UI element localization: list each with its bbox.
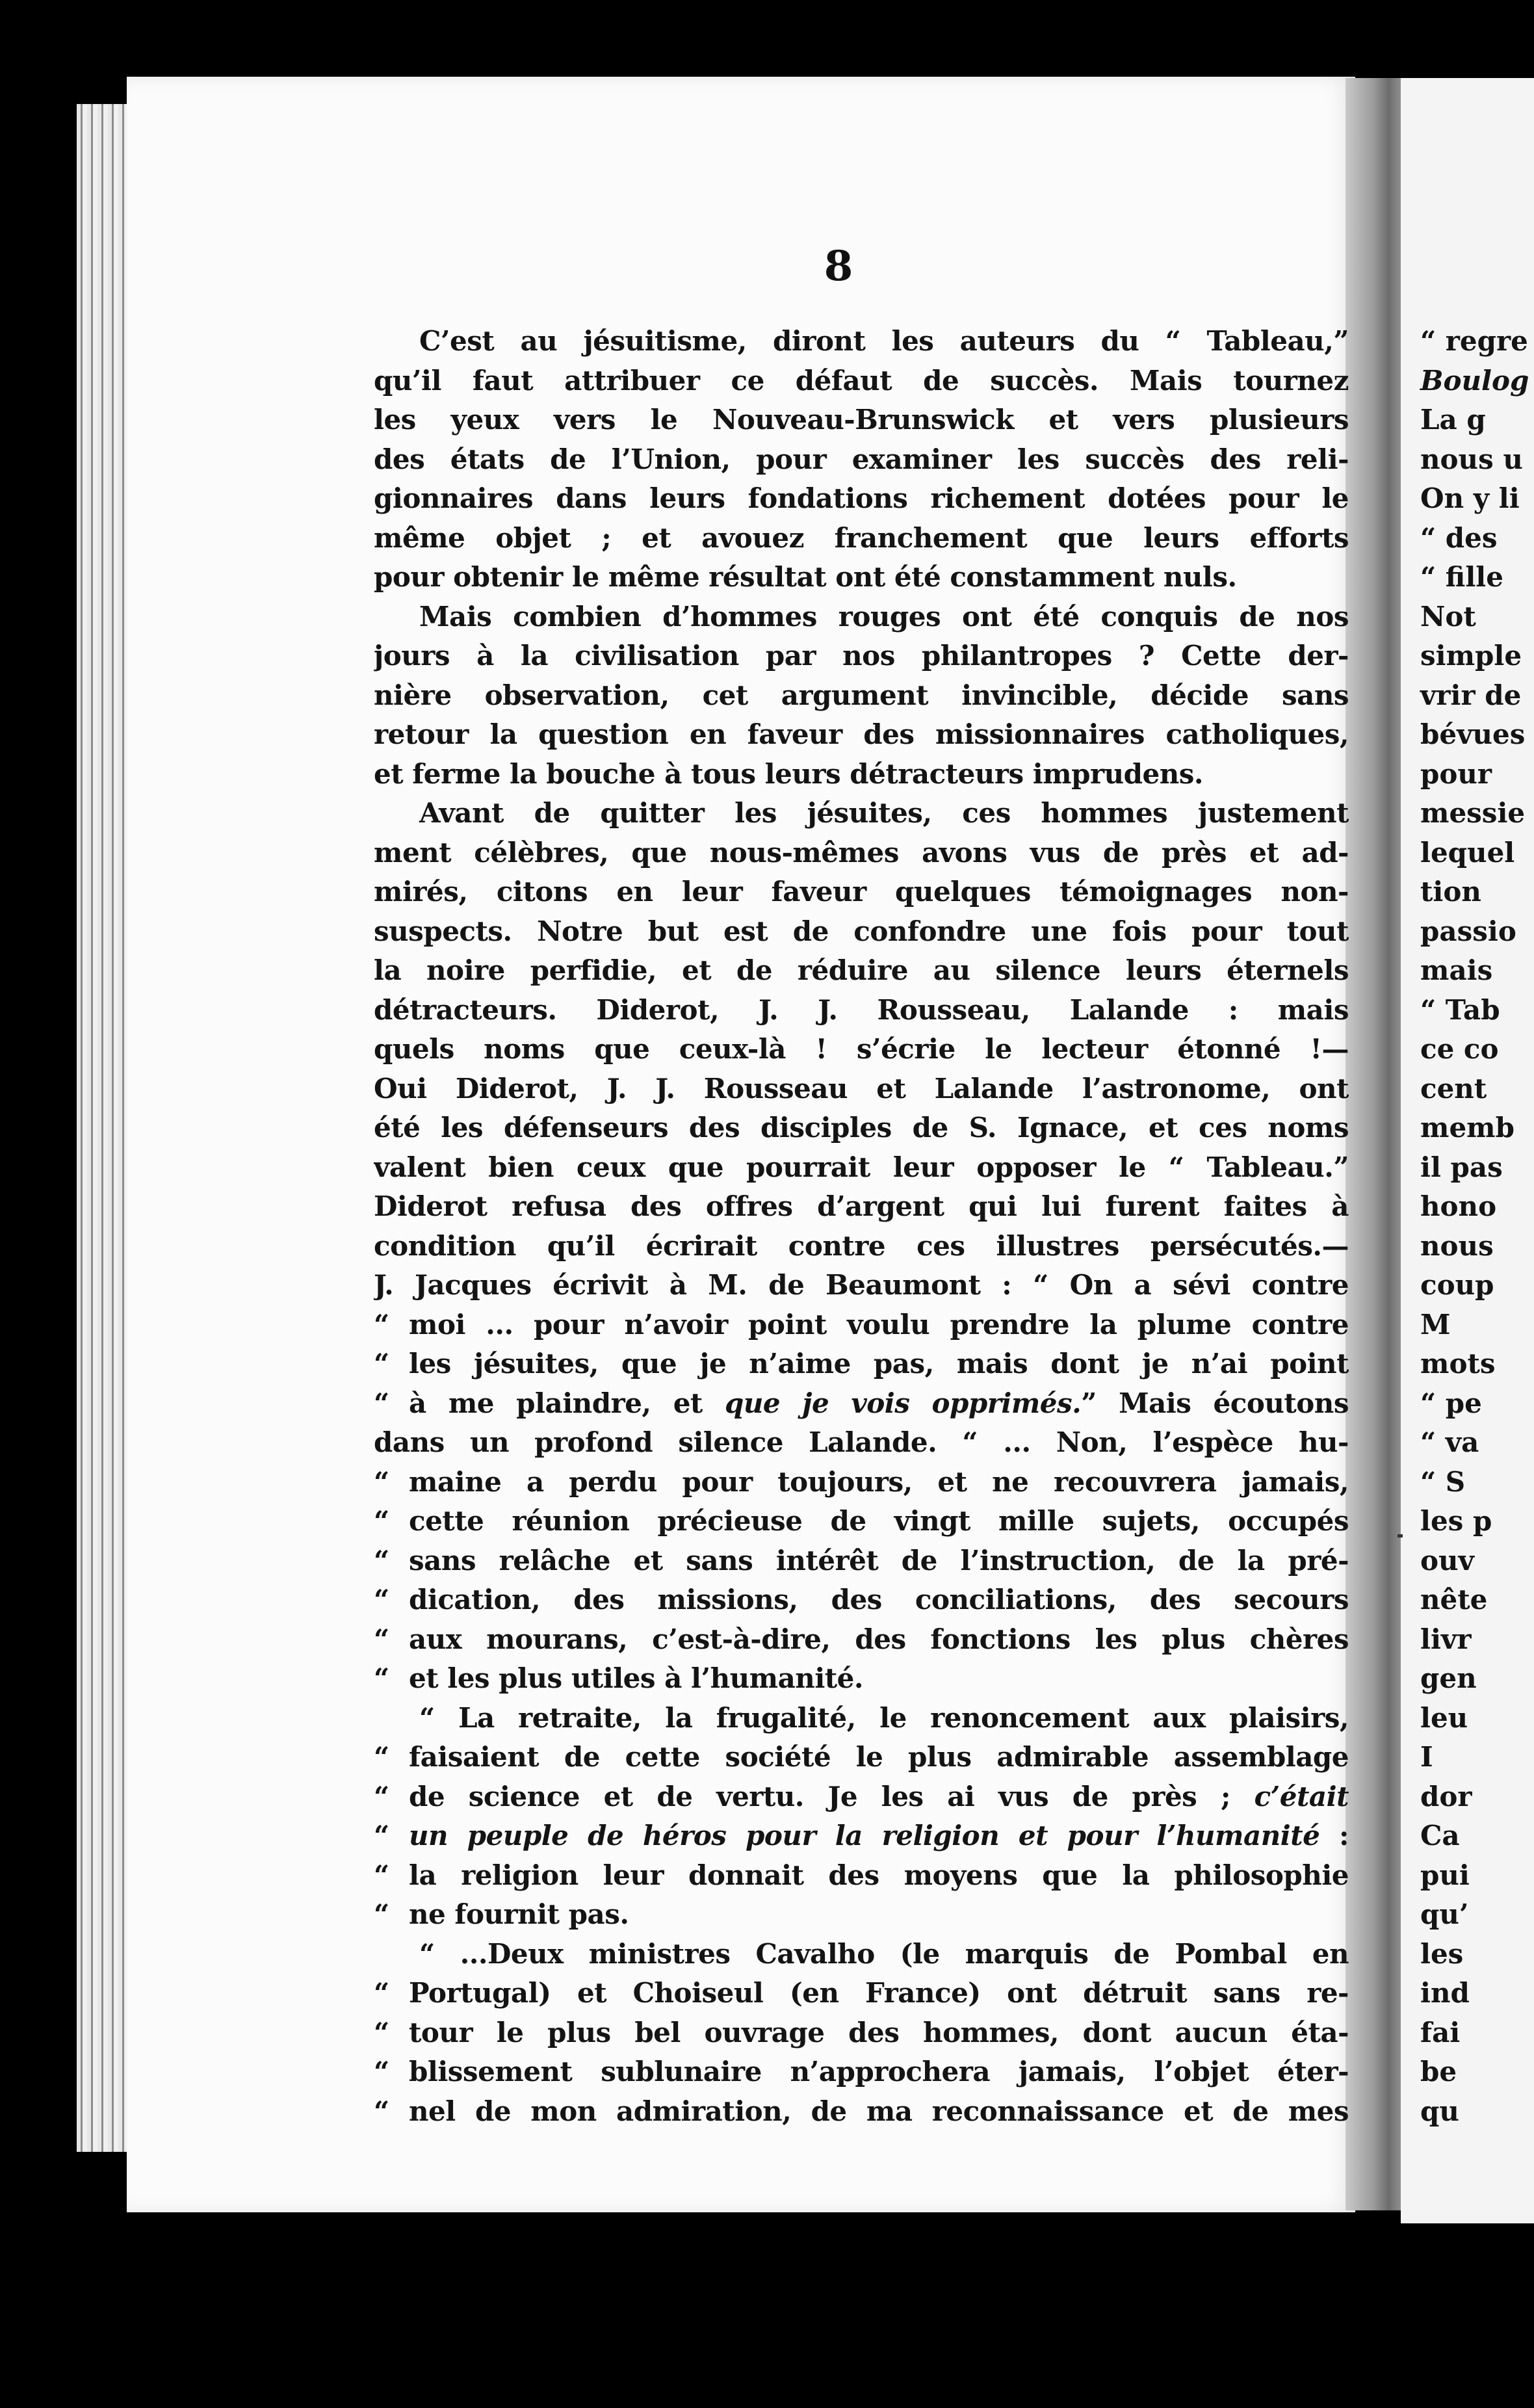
line-text: nel de mon admiration, de ma reconnaissance et de mes bbox=[409, 2095, 1349, 2127]
facing-line: “ S bbox=[1420, 1465, 1466, 1498]
facing-line: I bbox=[1420, 1741, 1433, 1773]
facing-line: “ va bbox=[1420, 1426, 1479, 1458]
text-line bbox=[374, 1502, 1349, 1541]
line-text: gionnaires dans leurs fondations richement dotées pour le bbox=[374, 482, 1349, 514]
quote-mark: “ bbox=[374, 1387, 389, 1419]
line-text: de science et de vertu. Je les ai vus de près ; bbox=[409, 1780, 1254, 1813]
line-text-tail: : bbox=[1320, 1820, 1349, 1852]
line-text: ment célèbres, que nous-mêmes avons vus de près et ad- bbox=[374, 836, 1349, 869]
line-text: à me plaindre, et bbox=[409, 1387, 725, 1419]
line-text: suspects. Notre but est de confondre une fois pour tout bbox=[374, 915, 1349, 947]
quote-mark: “ bbox=[374, 1348, 389, 1380]
facing-line: bévues bbox=[1420, 718, 1526, 750]
quote-mark: “ bbox=[374, 1584, 389, 1616]
line-text: aux mourans, c’est-à-dire, des fonctions les plus chères bbox=[409, 1623, 1349, 1655]
facing-line: leu bbox=[1420, 1701, 1468, 1734]
facing-line: be bbox=[1420, 2056, 1457, 2087]
quote-mark: “ bbox=[374, 1820, 389, 1852]
line-text-tail: ” Mais écoutons bbox=[1081, 1387, 1349, 1419]
facing-line: Boulog bbox=[1420, 364, 1529, 397]
text-line bbox=[374, 322, 1349, 361]
text-line bbox=[374, 519, 1349, 558]
text-line bbox=[374, 833, 1349, 873]
facing-line: mais bbox=[1420, 954, 1493, 986]
quote-mark: “ bbox=[374, 1662, 389, 1694]
line-text: faisaient de cette société le plus admirable assemblage bbox=[409, 1741, 1349, 1773]
line-text: Portugal) et Choiseul (en France) ont détruit sans re- bbox=[409, 1977, 1349, 2009]
facing-line: cent bbox=[1420, 1072, 1487, 1105]
text-line bbox=[374, 1935, 1349, 1974]
facing-line: messie bbox=[1420, 797, 1526, 829]
text-line bbox=[374, 1344, 1349, 1384]
facing-line: “ regre bbox=[1420, 325, 1528, 357]
facing-line: ind bbox=[1420, 1977, 1470, 2009]
line-text: retour la question en faveur des missionnaires catholiques, bbox=[374, 718, 1349, 750]
facing-line: simple bbox=[1420, 640, 1522, 672]
facing-line: gen bbox=[1420, 1662, 1477, 1694]
quote-mark: “ bbox=[374, 2056, 389, 2087]
text-line bbox=[374, 1541, 1349, 1581]
facing-line: M bbox=[1420, 1308, 1451, 1341]
text-line bbox=[374, 1580, 1349, 1620]
line-text: quels noms que ceux-là ! s’écrie le lecteur étonné !— bbox=[374, 1033, 1349, 1065]
facing-line: livr bbox=[1420, 1623, 1472, 1655]
text-line bbox=[374, 636, 1349, 676]
line-text: tour le plus bel ouvrage des hommes, dont aucun éta- bbox=[409, 2016, 1349, 2048]
text-line bbox=[374, 1699, 1349, 1738]
line-text: pour obtenir le même résultat ont été constamment nuls. bbox=[374, 561, 1237, 593]
line-text: maine a perdu pour toujours, et ne recouvrera jamais, bbox=[409, 1465, 1349, 1498]
text-line bbox=[374, 1384, 1349, 1424]
text-line bbox=[374, 1266, 1349, 1305]
page-body-text bbox=[374, 322, 1349, 2131]
line-text: les yeux vers le Nouveau-Brunswick et vers plusieurs bbox=[374, 404, 1349, 436]
facing-line: dor bbox=[1420, 1780, 1472, 1813]
text-line bbox=[374, 1227, 1349, 1266]
text-line bbox=[374, 597, 1349, 637]
page-number: 8 bbox=[824, 242, 853, 291]
quote-mark: “ bbox=[374, 1623, 389, 1655]
line-text: blissement sublunaire n’approchera jamais, l’objet éter- bbox=[409, 2056, 1349, 2087]
text-line bbox=[374, 951, 1349, 991]
line-text: ne fournit pas. bbox=[409, 1898, 629, 1930]
facing-line: les p bbox=[1420, 1505, 1492, 1537]
line-text: C’est au jésuitisme, diront les auteurs du “ Tableau,” bbox=[419, 325, 1349, 357]
line-text: été les défenseurs des disciples de S. Ignace, et ces noms bbox=[374, 1112, 1349, 1144]
text-line bbox=[374, 1974, 1349, 2013]
facing-line: il pas bbox=[1420, 1151, 1503, 1183]
line-text: et ferme la bouche à tous leurs détracteurs imprudens. bbox=[374, 757, 1204, 790]
line-text: dans un profond silence Lalande. “ ... Non, l’espèce hu- bbox=[374, 1426, 1349, 1458]
facing-line: “ fille bbox=[1420, 561, 1503, 593]
text-line bbox=[374, 1856, 1349, 1896]
facing-line: Not bbox=[1420, 600, 1476, 633]
line-text: Avant de quitter les jésuites, ces hommes justement bbox=[419, 797, 1349, 829]
text-line bbox=[374, 2092, 1349, 2132]
facing-line: “ Tab bbox=[1420, 993, 1500, 1026]
italic-text: que je vois opprimés. bbox=[724, 1387, 1082, 1419]
line-text: Diderot refusa des offres d’argent qui lui furent faites à bbox=[374, 1190, 1349, 1222]
text-line bbox=[374, 794, 1349, 833]
facing-line: passio bbox=[1420, 915, 1516, 947]
line-text: nière observation, cet argument invincible, décide sans bbox=[374, 679, 1349, 711]
line-text: les jésuites, que je n’aime pas, mais dont je n’ai point bbox=[409, 1348, 1349, 1380]
line-text: même objet ; et avouez franchement que leurs efforts bbox=[374, 521, 1349, 554]
text-line bbox=[374, 1777, 1349, 1817]
text-line bbox=[374, 1108, 1349, 1148]
quote-mark: “ bbox=[374, 2095, 389, 2127]
text-line bbox=[374, 479, 1349, 519]
line-text: J. Jacques écrivit à M. de Beaumont : “ On a sévi contre bbox=[374, 1269, 1349, 1301]
line-text: moi ... pour n’avoir point voulu prendre la plume contre bbox=[409, 1308, 1349, 1341]
line-text: des états de l’Union, pour examiner les succès des reli- bbox=[374, 443, 1349, 475]
facing-line: lequel bbox=[1420, 836, 1515, 869]
line-text: valent bien ceux que pourrait leur opposer le “ Tableau.” bbox=[374, 1151, 1349, 1183]
text-line bbox=[374, 912, 1349, 952]
facing-line: qu’ bbox=[1420, 1898, 1469, 1930]
quote-mark: “ bbox=[374, 1308, 389, 1341]
text-line bbox=[374, 400, 1349, 440]
facing-line: coup bbox=[1420, 1269, 1494, 1301]
text-line bbox=[374, 755, 1349, 794]
text-line bbox=[374, 1463, 1349, 1502]
facing-line: hono bbox=[1420, 1190, 1497, 1222]
text-line bbox=[374, 1030, 1349, 1069]
text-line bbox=[374, 440, 1349, 480]
line-text: sans relâche et sans intérêt de l’instruction, de la pré- bbox=[409, 1544, 1349, 1577]
text-line bbox=[374, 2013, 1349, 2053]
facing-line: “ pe bbox=[1420, 1387, 1482, 1419]
quote-mark: “ bbox=[374, 2016, 389, 2048]
facing-line: ouv bbox=[1420, 1544, 1474, 1577]
facing-line: fai bbox=[1420, 2016, 1461, 2048]
line-text: Oui Diderot, J. J. Rousseau et Lalande l’astronome, ont bbox=[374, 1072, 1349, 1105]
line-text: détracteurs. Diderot, J. J. Rousseau, Lalande : mais bbox=[374, 993, 1349, 1026]
text-line bbox=[374, 872, 1349, 912]
facing-line: vrir de bbox=[1420, 679, 1522, 711]
quote-mark: “ bbox=[374, 1741, 389, 1773]
facing-line: On y li bbox=[1420, 482, 1520, 514]
text-line bbox=[374, 2052, 1349, 2092]
facing-line: mots bbox=[1420, 1348, 1496, 1380]
facing-line: les bbox=[1420, 1937, 1464, 1970]
line-text: dication, des missions, des conciliations, des secours bbox=[409, 1584, 1349, 1616]
text-line bbox=[374, 1620, 1349, 1660]
text-line bbox=[374, 991, 1349, 1030]
text-line bbox=[374, 676, 1349, 716]
line-text: “ ...Deux ministres Cavalho (le marquis de Pombal en bbox=[419, 1937, 1349, 1970]
text-line bbox=[374, 1816, 1349, 1856]
text-line bbox=[374, 1187, 1349, 1227]
italic-text: un peuple de héros pour la religion et pour l’humanité bbox=[409, 1820, 1320, 1852]
line-text: qu’il faut attribuer ce défaut de succès. Mais tournez bbox=[374, 364, 1349, 397]
text-line bbox=[374, 361, 1349, 401]
quote-mark: “ bbox=[374, 1859, 389, 1891]
line-text: “ La retraite, la frugalité, le renoncement aux plaisirs, bbox=[419, 1701, 1349, 1734]
italic-text: c’était bbox=[1254, 1780, 1349, 1813]
facing-line: qu bbox=[1420, 2095, 1459, 2127]
line-text: mirés, citons en leur faveur quelques témoignages non- bbox=[374, 876, 1349, 908]
text-line bbox=[374, 1659, 1349, 1699]
quote-mark: “ bbox=[374, 1898, 389, 1930]
line-text: la religion leur donnait des moyens que la philosophie bbox=[409, 1859, 1349, 1891]
facing-line: memb bbox=[1420, 1112, 1514, 1144]
text-line bbox=[374, 1148, 1349, 1188]
facing-line: tion bbox=[1420, 876, 1481, 908]
facing-line: nous bbox=[1420, 1229, 1494, 1262]
line-text: et les plus utiles à l’humanité. bbox=[409, 1662, 864, 1694]
facing-line: nous u bbox=[1420, 443, 1523, 475]
facing-line: “ des bbox=[1420, 521, 1498, 554]
line-text: cette réunion précieuse de vingt mille sujets, occupés bbox=[409, 1505, 1349, 1537]
text-line bbox=[374, 1895, 1349, 1935]
line-text: condition qu’il écrirait contre ces illustres persécutés.— bbox=[374, 1229, 1349, 1262]
facing-line: La g bbox=[1420, 404, 1486, 436]
facing-line: Ca bbox=[1420, 1820, 1460, 1852]
text-line bbox=[374, 1305, 1349, 1345]
facing-page-text bbox=[1420, 322, 1534, 2131]
text-line bbox=[374, 1423, 1349, 1463]
quote-mark: “ bbox=[374, 1977, 389, 2009]
line-text: la noire perfidie, et de réduire au silence leurs éternels bbox=[374, 954, 1349, 986]
text-line bbox=[374, 558, 1349, 597]
quote-mark: “ bbox=[374, 1780, 389, 1813]
quote-mark: “ bbox=[374, 1505, 389, 1537]
quote-mark: “ bbox=[374, 1544, 389, 1577]
margin-mark bbox=[1398, 1534, 1403, 1538]
quote-mark: “ bbox=[374, 1465, 389, 1498]
text-line bbox=[374, 1069, 1349, 1109]
facing-line: nête bbox=[1420, 1584, 1488, 1616]
text-line bbox=[374, 1738, 1349, 1777]
text-line bbox=[374, 715, 1349, 755]
facing-line: pui bbox=[1420, 1859, 1470, 1891]
line-text: Mais combien d’hommes rouges ont été conquis de nos bbox=[419, 600, 1349, 633]
facing-line: ce co bbox=[1420, 1033, 1499, 1065]
facing-line: pour bbox=[1420, 757, 1492, 790]
line-text: jours à la civilisation par nos philantropes ? Cette der- bbox=[374, 640, 1349, 672]
